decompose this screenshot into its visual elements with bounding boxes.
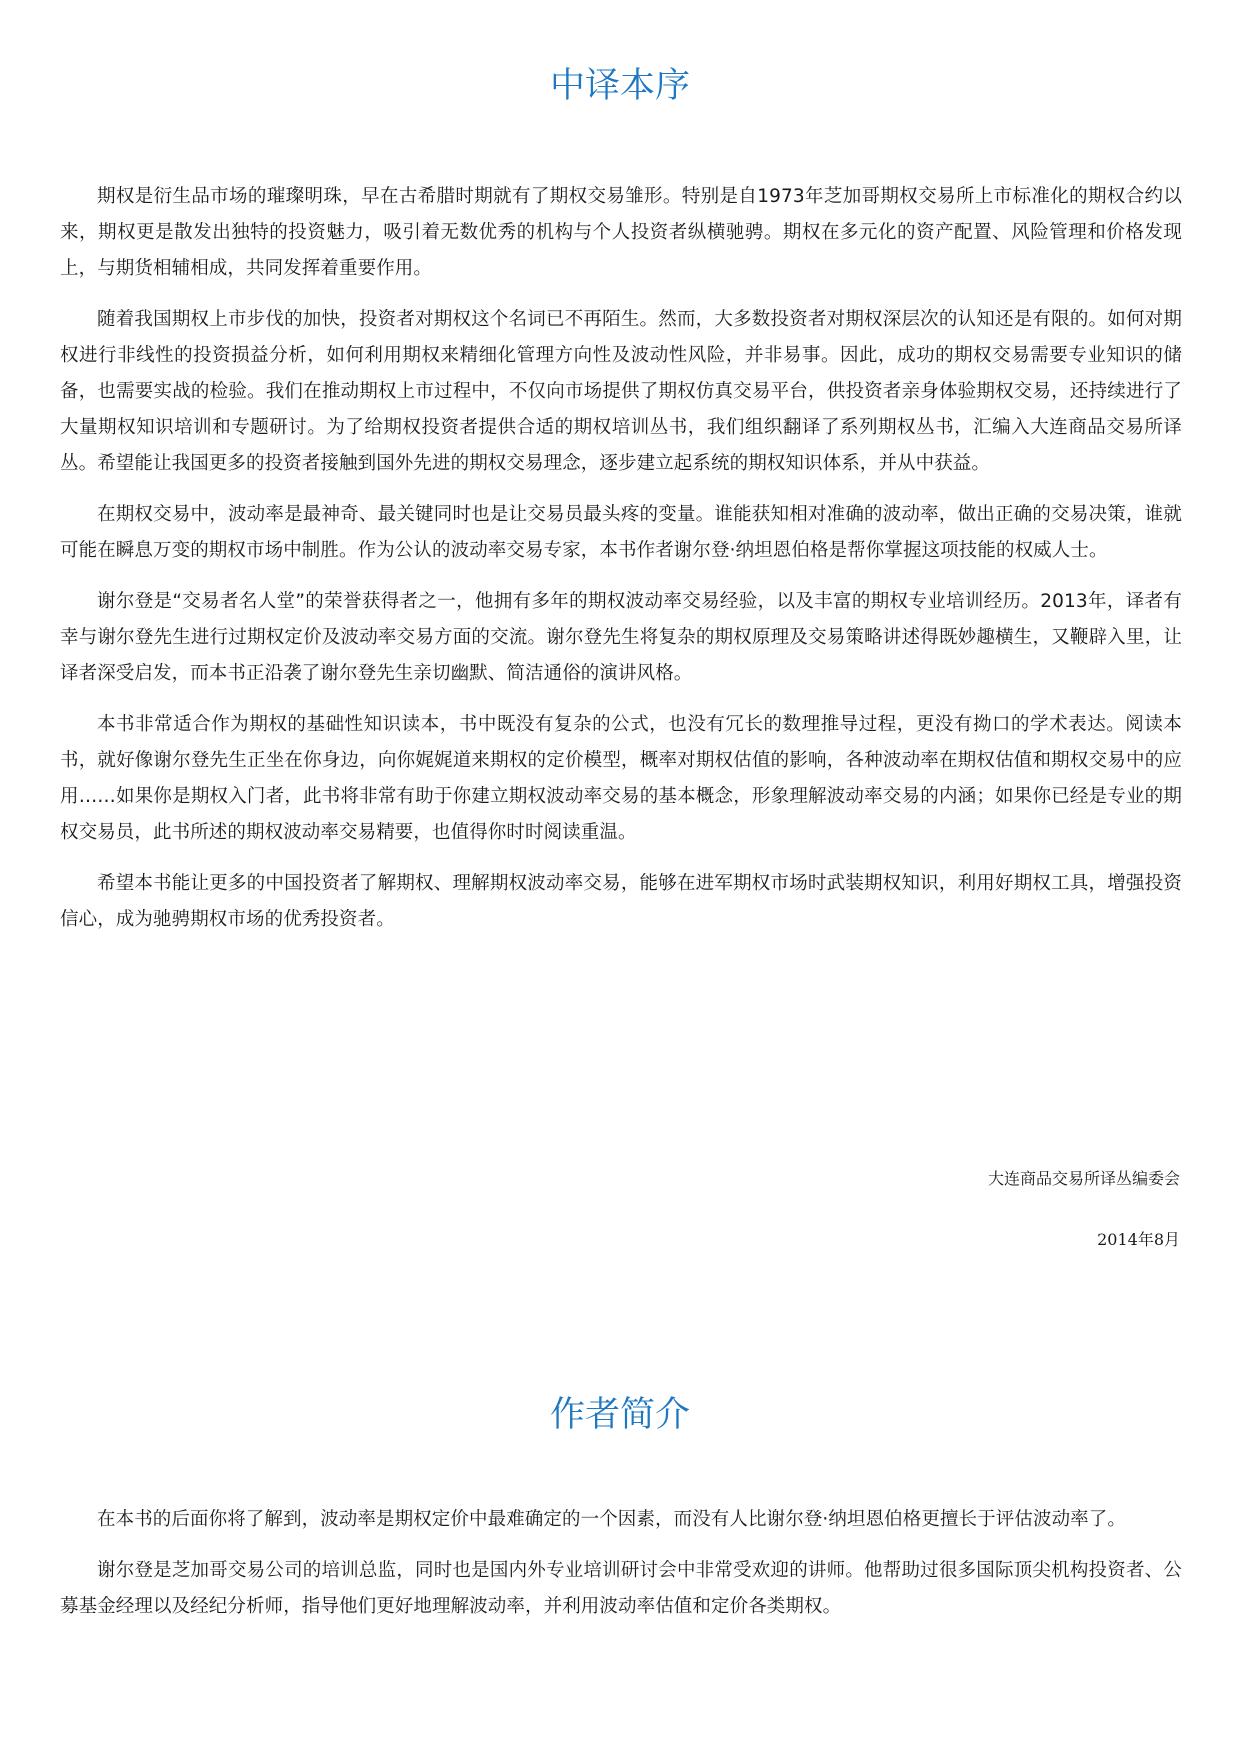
- preface-paragraph: 期权是衍生品市场的璀璨明珠，早在古希腊时期就有了期权交易雏形。特别是自1973年芝加哥期权交易所上市标准化的期权合约以来，期权更是散发出独特的投资魅力，吸引着无数优秀的机构与个人投资者纵横驰骋。期权在多元化的资产配置、风险管理和价格发现上，与期货相辅相成，共同发挥着重要作用。: [60, 186, 1182, 279]
- preface-signature: 大连商品交易所译丛编委会: [987, 1169, 1180, 1188]
- preface-paragraph: 本书非常适合作为期权的基础性知识读本，书中既没有复杂的公式，也没有冗长的数理推导过程，更没有拗口的学术表达。阅读本书，就好像谢尔登先生正坐在你身边，向你娓娓道来期权的定价模型，概率对期权估值的影响，各种波动率在期权估值和期权交易中的应用……如果你是期权入门者，此书将非常有助于你建立期权波动率交易的基本概念，形象理解波动率交易的内涵；如果你已经是专业的期权交易员，此书所述的期权波动率交易精要，也值得你时时阅读重温。: [60, 714, 1182, 843]
- author-body: [60, 1502, 1182, 1625]
- preface-body: [60, 179, 1182, 938]
- preface-paragraph: 希望本书能让更多的中国投资者了解期权、理解期权波动率交易，能够在进军期权市场时武装期权知识，利用好期权工具，增强投资信心，成为驰骋期权市场的优秀投资者。: [60, 873, 1182, 930]
- author-paragraph: 在本书的后面你将了解到，波动率是期权定价中最难确定的一个因素，而没有人比谢尔登·纳坦恩伯格更擅长于评估波动率了。: [97, 1509, 1126, 1530]
- preface-date: 2014年8月: [1097, 1230, 1180, 1249]
- author-paragraph: 谢尔登是芝加哥交易公司的培训总监，同时也是国内外专业培训研讨会中非常受欢迎的讲师。他帮助过很多国际顶尖机构投资者、公募基金经理以及经纪分析师，指导他们更好地理解波动率，并利用波动率估值和定价各类期权。: [60, 1560, 1182, 1617]
- preface-title: 中译本序: [549, 66, 690, 106]
- preface-paragraph: 谢尔登是“交易者名人堂”的荣誉获得者之一，他拥有多年的期权波动率交易经验，以及丰富的期权专业培训经历。2013年，译者有幸与谢尔登先生进行过期权定价及波动率交易方面的交流。谢尔登先生将复杂的期权原理及交易策略讲述得既妙趣横生，又鞭辟入里，让译者深受启发，而本书正沿袭了谢尔登先生亲切幽默、简洁通俗的演讲风格。: [60, 591, 1182, 684]
- author-title: 作者简介: [549, 1395, 690, 1435]
- preface-paragraph: 在期权交易中，波动率是最神奇、最关键同时也是让交易员最头疼的变量。谁能获知相对准确的波动率，做出正确的交易决策，谁就可能在瞬息万变的期权市场中制胜。作为公认的波动率交易专家，本书作者谢尔登·纳坦恩伯格是帮你掌握这项技能的权威人士。: [60, 504, 1182, 561]
- preface-paragraph: 随着我国期权上市步伐的加快，投资者对期权这个名词已不再陌生。然而，大多数投资者对期权深层次的认知还是有限的。如何对期权进行非线性的投资损益分析，如何利用期权来精细化管理方向性及波动性风险，并非易事。因此，成功的期权交易需要专业知识的储备，也需要实战的检验。我们在推动期权上市过程中，不仅向市场提供了期权仿真交易平台，供投资者亲身体验期权交易，还持续进行了大量期权知识培训和专题研讨。为了给期权投资者提供合适的期权培训丛书，我们组织翻译了系列期权丛书，汇编入大连商品交易所译丛。希望能让我国更多的投资者接触到国外先进的期权交易理念，逐步建立起系统的期权知识体系，并从中获益。: [60, 309, 1182, 474]
